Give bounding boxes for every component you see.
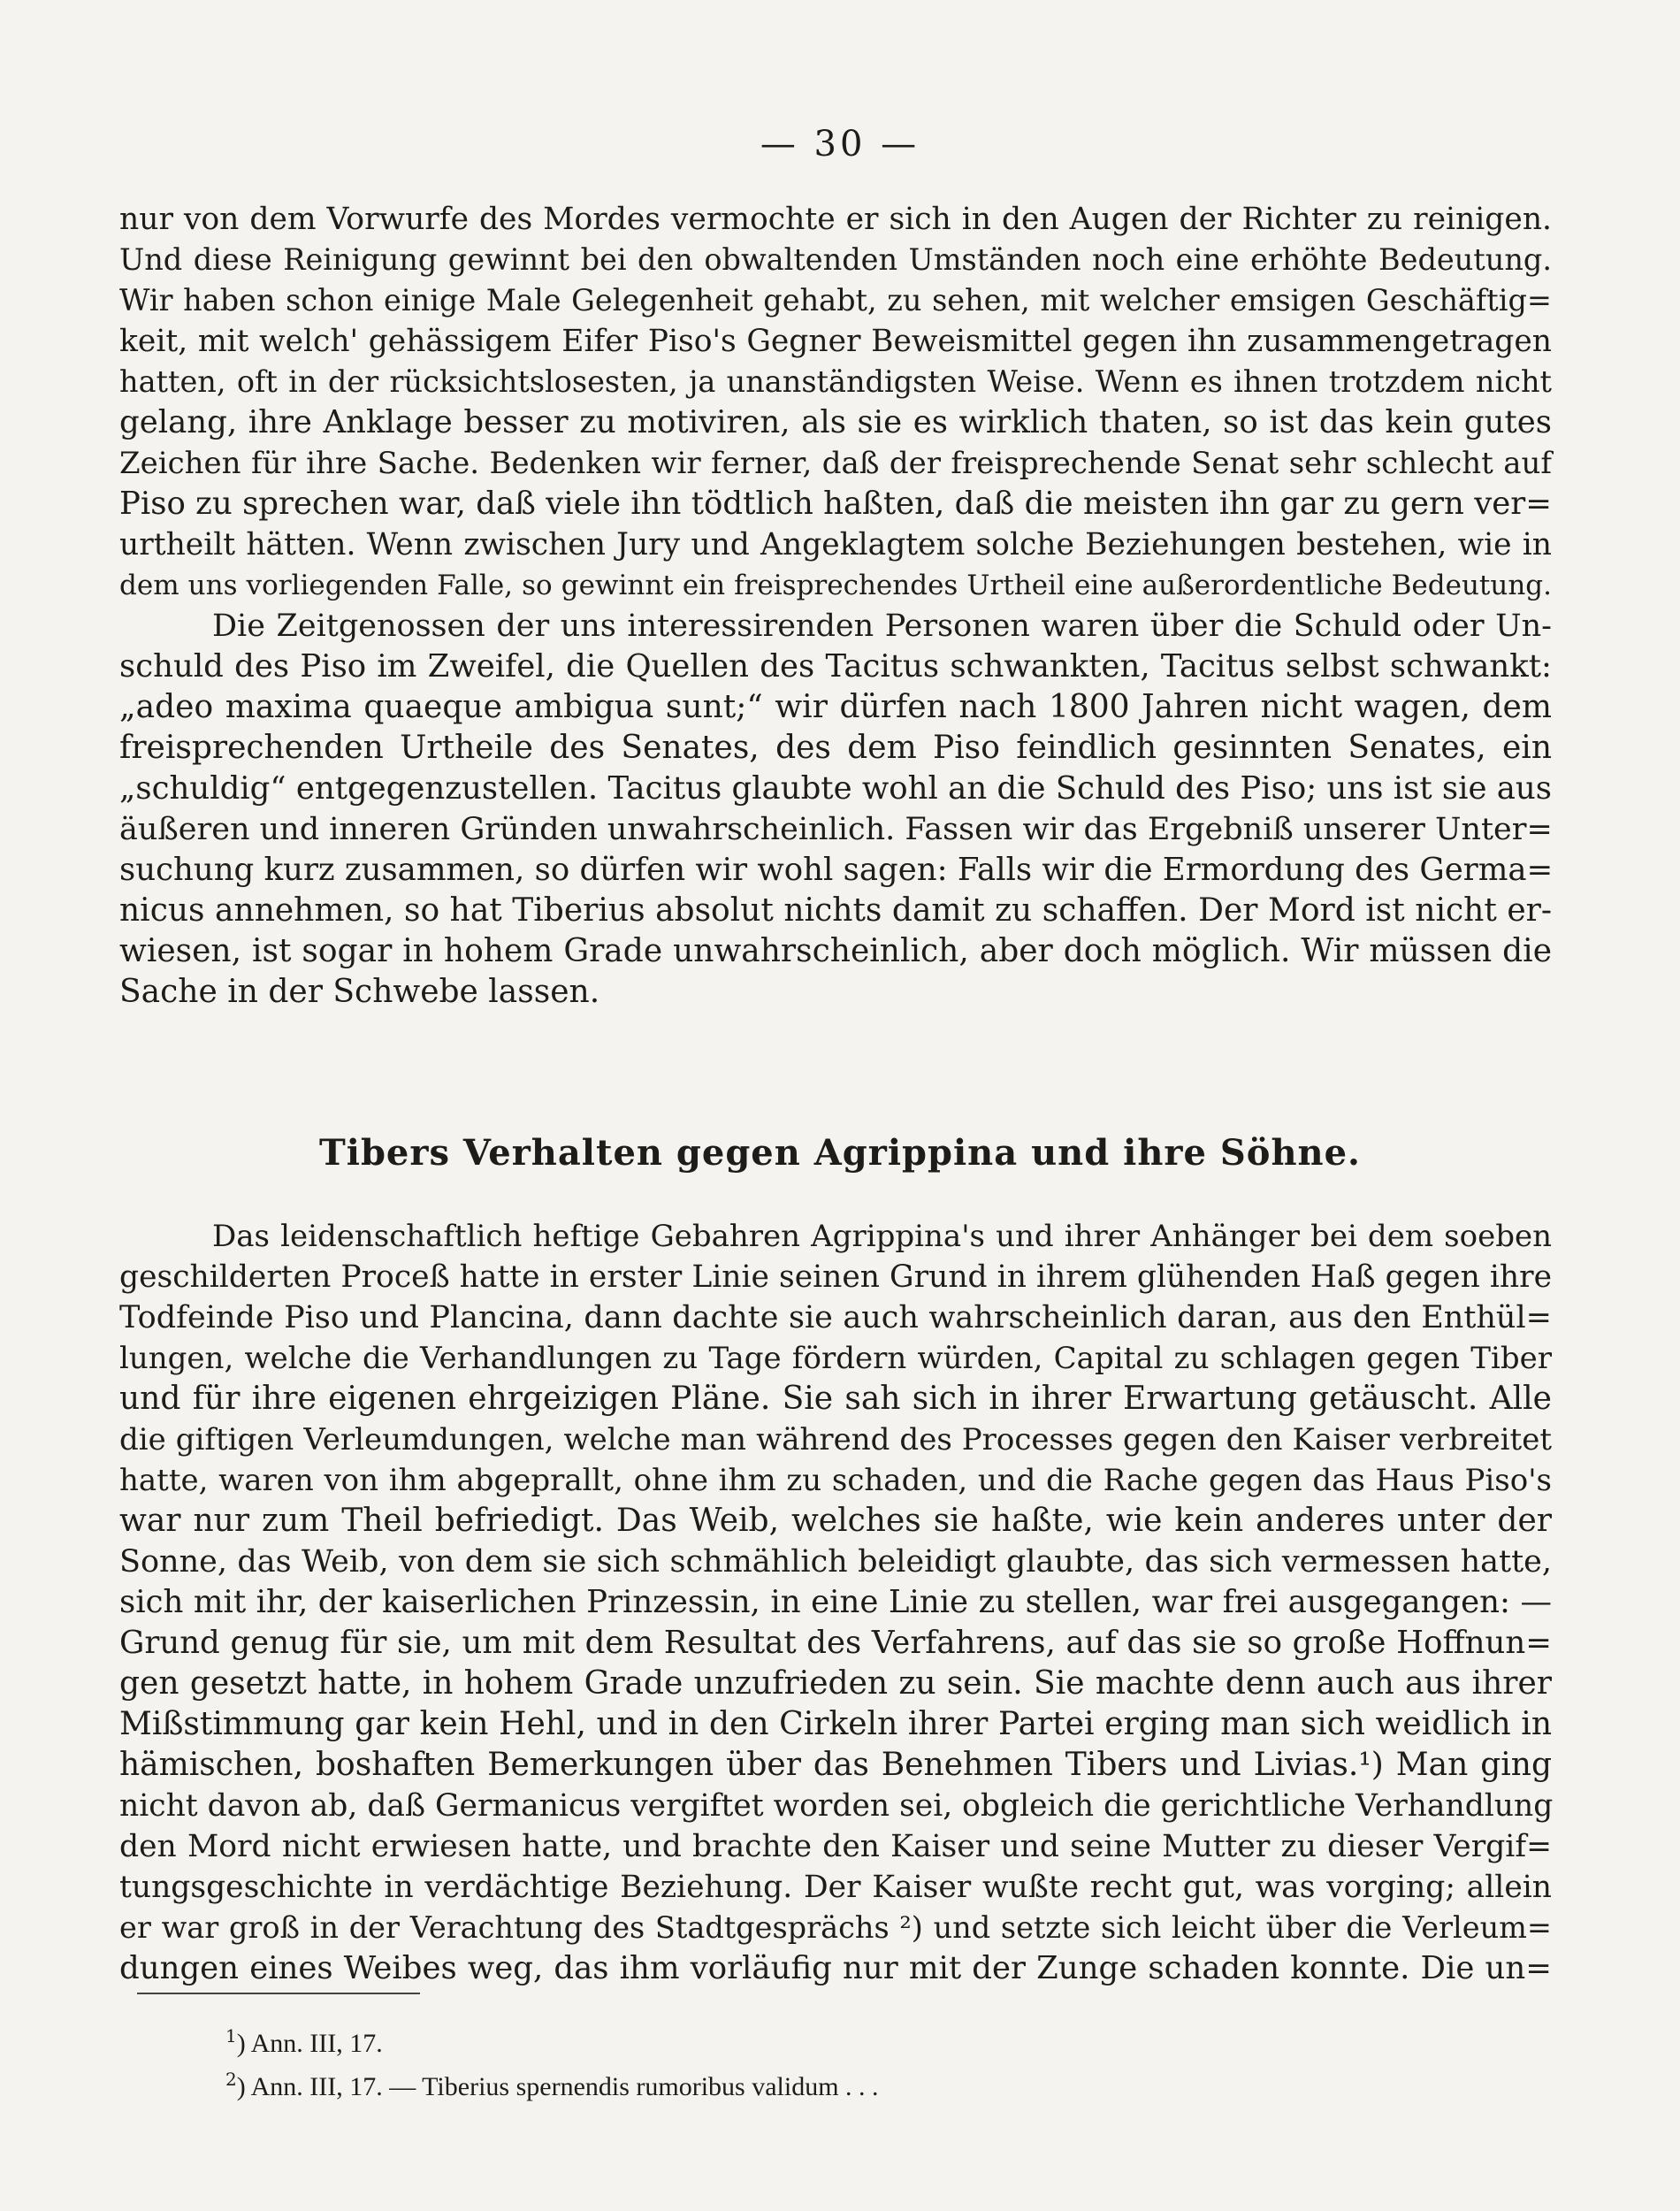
text-line: den Mord nicht erwiesen hatte, und brachte den Kaiser und seine Mutter zu dieser Vergif= [119, 1829, 1552, 1864]
text-line: schuld des Piso im Zweifel, die Quellen des Tacitus schwankten, Tacitus selbst schwankt: [119, 648, 1552, 685]
text-line: äußeren und inneren Gründen unwahrscheinlich. Fassen wir das Ergebniß unserer Unter= [119, 812, 1553, 847]
text-line: hatten, oft in der rücksichtslosesten, ja unanständigsten Weise. Wenn es ihnen trotzdem nicht [119, 364, 1552, 399]
text-line: urtheilt hätten. Wenn zwischen Jury und Angeklagtem solche Beziehungen bestehen, wie in [119, 527, 1552, 562]
footnotes [225, 2018, 1463, 2105]
text-line: Zeichen für ihre Sache. Bedenken wir ferner, daß der freisprechende Senat sehr schlecht auf [119, 446, 1552, 481]
text-line: er war groß in der Verachtung des Stadtgesprächs ²) und setzte sich leicht über die Verleum= [119, 1910, 1552, 1945]
text-line: hämischen, boshaften Bemerkungen über das Benehmen Tibers und Livias.¹) Man ging [119, 1747, 1552, 1783]
footnote-marker: 1 [225, 2025, 237, 2047]
footnote-1 [225, 2018, 1463, 2062]
text-line: lungen, welche die Verhandlungen zu Tage fördern würden, Capital zu schlagen gegen Tiber [119, 1341, 1552, 1376]
text-line: Todfeinde Piso und Plancina, dann dachte sie auch wahrscheinlich daran, aus den Enthül= [119, 1300, 1552, 1335]
page-number: — 30 — [760, 124, 920, 164]
text-line: Grund genug für sie, um mit dem Resultat des Verfahrens, auf das sie so große Hoffnun= [119, 1625, 1552, 1661]
text-line: dem uns vorliegenden Falle, so gewinnt ein freisprechendes Urtheil eine außerordentliche Bedeutung. [119, 570, 1552, 601]
text-line: Das leidenschaftlich heftige Gebahren Agrippina's und ihrer Anhänger bei dem soeben [212, 1219, 1552, 1254]
text-line: wiesen, ist sogar in hohem Grade unwahrscheinlich, aber doch möglich. Wir müssen die [119, 933, 1552, 969]
text-line: Die Zeitgenossen der uns interessirenden Personen waren über die Schuld oder Un- [212, 608, 1552, 644]
footnote-text: ) Ann. III, 17. — Tiberius spernendis rumoribus validum . . . [236, 2072, 879, 2101]
text-line: Wir haben schon einige Male Gelegenheit gehabt, zu sehen, mit welcher emsigen Geschäftig= [119, 283, 1552, 317]
text-line: Piso zu sprechen war, daß viele ihn tödtlich haßten, daß die meisten ihn gar zu gern ver= [119, 486, 1552, 522]
text-line: „schuldig“ entgegenzustellen. Tacitus glaubte wohl an die Schuld des Piso; uns ist sie aus [119, 770, 1552, 807]
text-line: und für ihre eigenen ehrgeizigen Pläne. Sie sah sich in ihrer Erwartung getäuscht. Alle [119, 1381, 1552, 1417]
text-line: nicus annehmen, so hat Tiberius absolut nichts damit zu schaffen. Der Mord ist nicht er- [119, 892, 1552, 929]
footnote-marker: 2 [225, 2069, 237, 2090]
section-heading: Tibers Verhalten gegen Agrippina und ihre Söhne. [319, 1132, 1361, 1174]
text-line: dungen eines Weibes weg, das ihm vorläufig nur mit der Zunge schaden konnte. Die un= [119, 1950, 1552, 1986]
footnote-2 [225, 2062, 1463, 2105]
text-line: hatte, waren von ihm abgeprallt, ohne ihm zu schaden, und die Rache gegen das Haus Piso's [119, 1463, 1552, 1498]
paragraph-block-2 [119, 1216, 1552, 1989]
text-line: gen gesetzt hatte, in hohem Grade unzufrieden zu sein. Sie machte denn auch aus ihrer [119, 1665, 1552, 1702]
text-line: suchung kurz zusammen, so dürfen wir wohl sagen: Falls wir die Ermordung des Germa= [119, 852, 1554, 888]
text-line: nicht davon ab, daß Germanicus vergiftet worden sei, obgleich die gerichtliche Verhandlung [119, 1788, 1554, 1824]
text-line: sich mit ihr, der kaiserlichen Prinzessin, in eine Linie zu stellen, war frei ausgegangen: — [119, 1584, 1552, 1620]
text-line: Und diese Reinigung gewinnt bei den obwaltenden Umständen noch eine erhöhte Bedeutung. [119, 242, 1552, 277]
text-line: die giftigen Verleumdungen, welche man während des Processes gegen den Kaiser verbreitet [119, 1422, 1552, 1457]
footnote-text: ) Ann. III, 17. [236, 2029, 383, 2058]
text-line: gelang, ihre Anklage besser zu motiviren, als sie es wirklich thaten, so ist das kein gutes [119, 404, 1552, 440]
text-line: war nur zum Theil befriedigt. Das Weib, welches sie haßte, wie kein anderes unter der [119, 1503, 1552, 1539]
text-line: tungsgeschichte in verdächtige Beziehung. Der Kaiser wußte recht gut, was vorging; allein [119, 1870, 1552, 1905]
text-line: freisprechenden Urtheile des Senates, des dem Piso feindlich gesinnten Senates, ein [119, 730, 1552, 766]
text-line: Sonne, das Weib, von dem sie sich schmählich beleidigt glaubte, das sich vermessen hatte, [119, 1544, 1552, 1580]
text-line: nur von dem Vorwurfe des Mordes vermochte er sich in den Augen der Richter zu reinigen. [119, 202, 1552, 237]
text-line: keit, mit welch' gehässigem Eifer Piso's Gegner Beweismittel gegen ihn zusammengetragen [119, 324, 1552, 359]
text-line: Mißstimmung gar kein Hehl, und in den Cirkeln ihrer Partei erging man sich weidlich in [119, 1706, 1552, 1742]
text-line: „adeo maxima quaeque ambigua sunt;“ wir dürfen nach 1800 Jahren nicht wagen, dem [119, 689, 1552, 725]
footnote-divider [137, 1993, 420, 1994]
text-line: Sache in der Schwebe lassen. [119, 974, 600, 1010]
paragraph-block-1 [119, 199, 1552, 1013]
text-line: geschilderten Proceß hatte in erster Linie seinen Grund in ihrem glühenden Haß gegen ihre [119, 1259, 1552, 1295]
